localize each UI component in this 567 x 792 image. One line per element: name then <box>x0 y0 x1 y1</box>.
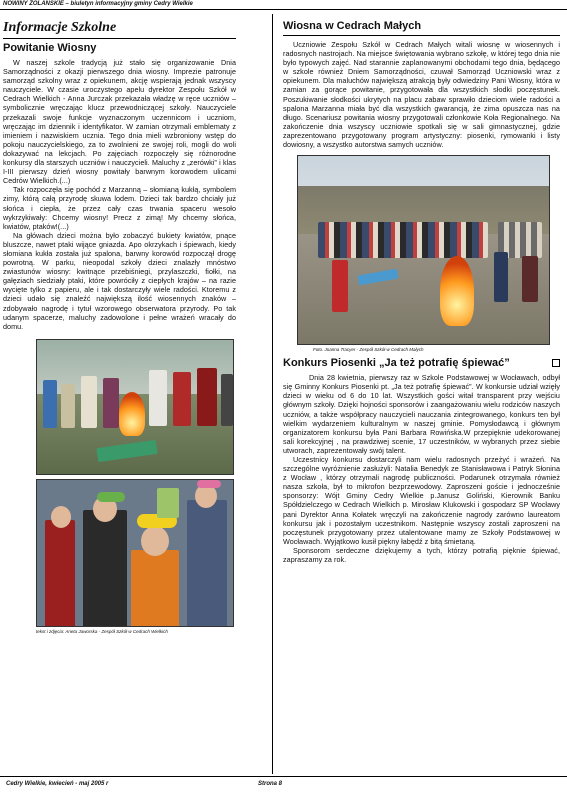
article-paragraph: Uczestnicy konkursu dostarczyli nam wielu radosnych przeżyć i wrażeń. Na szczególne wyróżnienie zasłużyli: Natalia Benedyk ze Stanisławowa i Patryk Słonina z Wocław , którzy otrzymali nagrodę publiczności. Podarunek otrzymała również nasza szkoła, był to mikrofon bezprzewodowy. Zaproszeni goście i jednocześnie sponsorzy: Wójt Gminy Cedry Wielkie p.Janusz Goliński, Kierownik Banku Spółdzielczego w Cedrach Wielkich p. Mirosław Klukowski i gospodarz SP Wocławy pani Dyrektor Anna Kołatek wręczyli na zakończenie nagrody zarówno laureatom konkursu jak i pozostałym uczestnikom. Następnie wszyscy zostali zaproszeni na poczęstunek przygotowany przez utalentowane mamy ze Szkoły Podstawowej w Wocławach. Wyjątkowo kusił piękny łabędź z bitą śmietaną. <box>283 454 560 546</box>
left-column <box>3 20 236 639</box>
checkbox-icon <box>552 359 560 367</box>
article-paragraph: Tak rozpoczęła się pochód z Marzanną – słomianą kukłą, symbolem zimy, którą całą przyrodę skuwa lodem. Dzieci tak bardzo chciały już słońca i ciepła, że przez cały czas trwania spaceru wesoło wykrzykiwały: Chcemy wiosny! Precz z zimą! My chcemy słońca, kwiatów, ptaków!(...) <box>3 185 236 231</box>
article-paragraph: Sponsorom serdeczne dziękujemy a tych, którzy potrafią pięknie śpiewać, zapraszamy za rok. <box>283 545 560 564</box>
photo-caption-right: Foto. Joanna Tracyer - Zespół Szkół w Cedrach Małych <box>313 347 424 353</box>
article-title-wiosna: Wiosna w Cedrach Małych <box>283 20 560 36</box>
article-title-konkurs: Konkurs Piosenki „Ja też potrafię śpiewać” <box>283 357 510 370</box>
article-paragraph: W naszej szkole tradycją już stało się organizowanie Dnia Samorządności z okazji pierwszego dnia wiosny. Imprezie patronuje samorząd szkolny wraz z opiekunem, akcję wspierają jednak wszyscy nauczyciele. W czasie uroczystego apelu dyrektor Zespołu Szkół w Cedrach Wielkich - Anna Jurczak przekazała władzę w ręce uczniów – symbolicznie wręczając klucz przewodniczącej szkoły. Nauczyciele przekazali swoje funkcje wyznaczonym uczennicom i uczniom, wręczając im dziennik i identyfikator. W zamian otrzymali emblematy z imieniem i nazwiskiem ucznia. Tego dnia mieli wzbroniony wstęp do pokoju nauczycielskiego, za to zwolnieni ze swojej roli, mogli do woli dokazywać na lekcjach. Po zajęciach rozpoczęły się różnorodne konkursy dla starszych uczniów i nauczycieli. Maluchy z „zerówki” i klas I-III pierwszy dzień wiosny powitały barwnym korowodem ulicami Cedrów Wielkich.(...) <box>3 58 236 186</box>
photo-caption-left: tekst i zdjęcia: Aneta Jaworska - Zespół Szkół w Cedrach Wielkich <box>36 628 168 634</box>
article-paragraph: Uczniowie Zespołu Szkół w Cedrach Małych witali wiosnę w wiosennych i radosnych nastrojach. Na miejsce świętowania wybrano szkołę, w której tego dnia nie było typowych zajęć. Nad starannie zaplanowanymi obchodami tego dnia, będącego w szkole również Dniem Samorządności, czuwał Samorząd Uczniowski wraz z opiekunem. Dla maluchów największą atrakcją były odwiedziny Pani Wiosny, która w zamian za gorące powitanie, przygotowała dla wszystkich słodki poczęstunek. Poszukiwanie słodkości ukrytych na placu zabaw sprawiło dzieciom wiele radości a spalona Marzanna miała być dla wszystkich gwarancją, że zima opuszcza nas na długo. Scenariusz powitania wiosny przygotowali członkowie Koła Regionalnego. Na zakończenie dnia wszyscy uczniowie spotkali się w sali gimnastycznej, gdzie zaprezentowano przygotowany program artystyczny: piosenki, rymowanki i listy dowiosny, a wszystko autorstwa samych uczniów. <box>283 40 560 150</box>
page-header: NOWINY ŻOLANSKIE – biuletyn informacyjny gminy Cedry Wielkie <box>0 0 567 10</box>
page-footer <box>0 776 567 792</box>
photo-procession <box>36 339 234 475</box>
article-title-powitanie: Powitanie Wiosny <box>3 42 97 54</box>
konkurs-title-row <box>283 357 560 369</box>
page-number: Strona 8 <box>258 781 283 787</box>
footer-date: Cedry Wielkie, kwiecień - maj 2005 r <box>6 781 109 787</box>
section-title: Informacje Szkolne <box>3 20 236 39</box>
photo-children-costumes <box>36 479 234 627</box>
article-paragraph: Na główach dzieci można było zobaczyć bukiety kwiatów, pnące bluszcze, nawet ptaki wijące gniazda. Apo okrzykach i śpiewach, kiedy słomiana kukła została już spalona, barwny korowód rozpoczął drogę powrotną. W parku, nieopodal szkoły dzieci znalazły mnóstwo zwiastunów wiosny: kwitnące przebiśniegi, przylaszczki, fiołki, na gałęziach siedziały ptaki, które powróciły z ciepłych krajów – na razie wycięte tylko z papieru, ale i tak dostarczyły wiele radości. Ktoremu z dzieci udało się znaleźć największą ilość wiosennych znaków – zdobywało nagrodę i tytuł wzorowego obserwatora przyrody. Po tak udanym spacerze, maluchy zadowolone i pełne wrażeń wracały do domu. <box>3 230 236 331</box>
right-column <box>283 20 560 564</box>
column-divider <box>272 14 273 774</box>
article-paragraph: Dnia 28 kwietnia, pierwszy raz w Szkole Podstawowej w Wocławach, odbył się Gminny Konkurs Piosenki pt. „Ja też potrafię śpiewać”. W konkursie udział wzięły dzieci w wieku od 6 do 10 lat. Wszystkich gości witał transparent przy wejściu głównym szkoły. Dzięki hojności sponsorów i zaangażowaniu wielu rodziców naszych uczniów, a także współpracy nauczycieli nauczania zintegrowanego, konkurs ten był wielkim wydarzeniem kulturalnym w naszej gminie. Pomysłodawcą i głównym organizatorem konkursu była Pani Barbara Rowińska.W przepięknie udekorowanej sali korekcyjnej , na prawdziwej scenie, 17 uczestników, w wybranych przez siebie utworach, zaprezentowały swój talent. <box>283 373 560 455</box>
photo-marzanna-burning <box>297 155 550 345</box>
